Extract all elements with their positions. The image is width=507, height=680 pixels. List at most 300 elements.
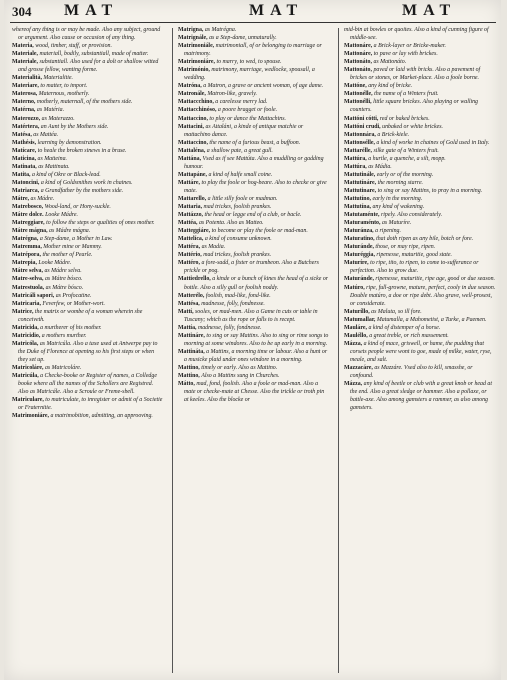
definition: ripe, full-growne, mature, perfect, cooly in due season. Double matúro, a doe or ripe debt. Also grave, well-prosest, or considerate.: [350, 284, 496, 307]
definition: to marry, to wed, to spouse.: [216, 59, 282, 66]
definition: whereof any thing is or may be made. Also any subject, ground or argument. Also cause or occasion of any thing.: [12, 27, 161, 42]
definition: Looke Mádre.: [45, 212, 78, 219]
definition: those, or may ripe, ripen.: [375, 244, 436, 251]
headword: Mattáre,: [178, 179, 202, 186]
definition: little square brickes. Also playing or walling counters.: [350, 99, 479, 114]
definition: mad trickes, foolish prankes.: [203, 252, 272, 259]
definition: any kind of beetle or club with a great knob or head at the end. Also a great sledge or hammer. Also a pollaxe, or battle-axe. Also among gamsters a rammer, as also among gamsters.: [350, 381, 492, 412]
definition: Mother mine or Mammy.: [43, 244, 102, 251]
headword: Mattonáto,: [344, 67, 374, 74]
headword: Maturánde,: [344, 276, 376, 283]
dictionary-entry: [12, 115, 164, 123]
headword: Mattaccino,: [178, 139, 210, 146]
headword: Maturéggia,: [344, 252, 377, 259]
headword: Mattaccchino,: [178, 99, 216, 106]
definition: Looke Mádre.: [38, 260, 72, 267]
headword: Mathésis,: [12, 139, 38, 146]
headword: Mattéra,: [178, 244, 202, 251]
headword: Matronále,: [178, 91, 208, 98]
dictionary-entry: [178, 324, 330, 332]
headword: Maturatino,: [344, 236, 377, 243]
dictionary-entry: [12, 155, 164, 163]
headword: Mattutíno,: [344, 195, 373, 202]
dictionary-entry: [178, 300, 330, 308]
definition: as Maturíre.: [381, 220, 412, 227]
headword: Materiale,: [12, 59, 40, 66]
running-head-left: MAT: [64, 2, 119, 19]
dictionary-entry: [344, 227, 496, 235]
headword: Mattúra,: [344, 163, 369, 170]
headword: Mattaccino,: [178, 115, 210, 122]
dictionary-entry: [344, 82, 496, 90]
dictionary-entry: [344, 139, 496, 147]
headword: Mattério,: [178, 252, 204, 259]
definition: that doth ripen as any bile, botch or fore.: [376, 236, 474, 243]
headword: Materno,: [12, 99, 37, 106]
dictionary-entry: [344, 203, 496, 211]
dictionary-columns: [12, 26, 496, 676]
headword: Mattonélli,: [344, 99, 374, 106]
definition: Vsed as if see Mattúta. Also a muddling or gadding humour.: [184, 155, 324, 170]
definition: madnesse, folly, fondnesse.: [197, 324, 262, 331]
dictionary-entry: [178, 90, 330, 98]
definition: a ripening.: [375, 228, 401, 235]
dictionary-entry: [12, 179, 164, 187]
dictionary-entry: [12, 308, 164, 324]
dictionary-entry: [344, 195, 496, 203]
definition: a kind of mace, griswell, or hame, the pudding that corsets people were wont to goe, made of milke, water, ryse, meale, and salt.: [350, 340, 492, 363]
definition: to matriculate, to inregister or admit of a Societie or Fraternitie.: [18, 397, 163, 412]
headword: Matumallar,: [344, 316, 377, 323]
definition: to sing or say Mattins. Also to sing or rime songs to morning at some windores. Also to be up early in a morning.: [184, 332, 329, 347]
definition: timely or early. Also as Mattino.: [201, 364, 278, 371]
dictionary-entry: [178, 308, 330, 324]
headword: Matricáli sapori,: [12, 292, 56, 299]
definition: as Matteina.: [37, 155, 67, 162]
dictionary-entry: [344, 131, 496, 139]
dictionary-entry: [12, 412, 164, 420]
dictionary-entry: [12, 171, 164, 179]
headword: Mattázzo,: [178, 212, 205, 219]
headword: Mattutinare,: [344, 187, 378, 194]
headword: Mátre selva,: [12, 268, 45, 275]
definition: a poore bragget or foole.: [217, 107, 278, 114]
definition: to become or play the foole or mad-man.: [211, 228, 308, 235]
definition: unbaked or white brickes.: [382, 123, 443, 130]
definition: a fore-sadd, a fixter or trumbeon. Also a Butchers prickle or pog.: [184, 260, 319, 275]
definition: as Profocatine.: [55, 292, 92, 299]
dictionary-entry: [12, 58, 164, 74]
headword: Mattutinále,: [344, 171, 377, 178]
headword: Maturíre,: [344, 260, 371, 267]
dictionary-entry: [344, 251, 496, 259]
column-divider: [172, 28, 173, 673]
dictionary-entry: [178, 58, 330, 66]
dictionary-entry: [12, 187, 164, 195]
headword: Mattarélle,: [344, 147, 374, 154]
definition: a kind of distemper of a horse.: [368, 324, 441, 331]
definition: a Step-dame, a Mother in Law.: [39, 236, 113, 243]
headword: Mattána,: [178, 155, 203, 162]
headword: Mattarello,: [178, 195, 208, 202]
dictionary-entry: [178, 251, 330, 259]
running-head-center: MAT: [249, 2, 304, 19]
dictionary-entry: [178, 34, 330, 42]
headword: Mátto,: [178, 381, 197, 388]
headword: Materialità,: [12, 75, 44, 82]
headword: Matreggiare,: [12, 220, 47, 227]
header-rule: [10, 22, 496, 23]
dictionary-entry: [344, 187, 496, 195]
definition: matrimony, marriage, wedlocke, spousall, a wedding.: [184, 67, 315, 82]
definition: as Mattonáto.: [373, 59, 407, 66]
column-divider: [338, 28, 339, 673]
headword: Matrigna,: [178, 27, 205, 33]
dictionary-entry: [344, 123, 496, 131]
definition: as a Step-dame, unnaturally.: [209, 35, 277, 42]
definition: as Mátre bósco.: [45, 284, 84, 291]
definition: the head or legge end of a club, or bacle.: [204, 212, 302, 219]
headword: Mattóni cótti,: [344, 115, 380, 122]
headword: Mátre,: [12, 195, 31, 202]
headword: Matricóla,: [12, 340, 40, 347]
dictionary-entry: [344, 211, 496, 219]
dictionary-entry: [178, 332, 330, 348]
column-3: [344, 26, 496, 676]
column-2: [178, 26, 330, 676]
dictionary-entry: [12, 139, 164, 147]
dictionary-entry: [344, 364, 496, 380]
definition: matrimoniall, of or belonging to marriage or matrimony.: [184, 43, 322, 58]
definition: as Mattinata.: [38, 163, 70, 170]
dictionary-entry: [178, 259, 330, 275]
definition: mad trickes, foolish prankes.: [203, 204, 272, 211]
definition: the morning starre.: [377, 179, 424, 186]
definition: to play the foole or hog-beare. Also to checke or give mate.: [184, 179, 327, 194]
dictionary-entry: [344, 171, 496, 179]
definition: Matumalla, a Mahometist, a Turke, a Paemen.: [376, 316, 487, 323]
definition: a carelesse merry lad.: [215, 99, 268, 106]
definition: Also a Mattins sung in Churches.: [201, 373, 280, 380]
dictionary-entry: [344, 42, 496, 50]
definition: early or of the morning.: [376, 171, 434, 178]
headword: Mattóne,: [344, 83, 369, 90]
definition: as Materazzo.: [41, 115, 75, 122]
definition: as Matéria.: [36, 107, 65, 114]
headword: Matícare,: [12, 147, 38, 154]
dictionary-entry: [344, 98, 496, 114]
definition: silke gate of a Winters fruit.: [373, 147, 439, 154]
headword: Matoncini,: [12, 179, 41, 186]
dictionary-entry: [178, 123, 330, 139]
headword: Mauléllo,: [344, 332, 370, 339]
definition: as Matricoláre.: [44, 364, 82, 371]
definition: a Brick-kiele.: [377, 131, 410, 138]
headword: Matricidio,: [12, 332, 42, 339]
definition: as Madia.: [201, 244, 226, 251]
headword: Maturaménto,: [344, 220, 382, 227]
headword: Matricida,: [12, 324, 41, 331]
headword: Mattonnára,: [344, 131, 378, 138]
definition: learning by demonstration.: [37, 139, 102, 146]
headword: Matértera,: [12, 123, 41, 130]
headword: Mattutínáre,: [344, 179, 378, 186]
headword: Matrepia,: [12, 260, 39, 267]
headword: Matricúla,: [12, 373, 41, 380]
definition: early in the morning.: [372, 195, 423, 202]
definition: a Mattins, a morning time or labour. Also a hunt or a musicke plaid under ones windore in a morning.: [184, 348, 328, 363]
definition: as Mattéa.: [33, 131, 59, 138]
definition: a Brick-layer or Bricke-maker.: [373, 43, 446, 50]
definition: ripenesse, maturitie, ripe age, good or due season.: [375, 276, 496, 283]
definition: substantiall. Also used for a dolt or shallow witted and grosse fellow, wanting forme.: [18, 59, 159, 74]
headword: Mattapáne,: [178, 171, 209, 178]
dictionary-entry: [344, 58, 496, 66]
dictionary-entry: [178, 364, 330, 372]
definition: to sing or say Mattins, to pray in a morning.: [377, 187, 483, 194]
headword: Matterélo,: [178, 292, 206, 299]
dictionary-entry: [178, 66, 330, 82]
dictionary-entry: [12, 300, 164, 308]
definition: to heale the broken sinews in a bruse.: [37, 147, 127, 154]
headword: Materozzo,: [12, 115, 42, 122]
headword: Matúro,: [344, 284, 367, 291]
definition: wood, timber, stuff, or provision.: [35, 43, 112, 50]
headword: Matremma,: [12, 244, 44, 251]
definition: Materialitie.: [43, 75, 74, 82]
definition: a kind of Goldsmithes work in chaines.: [40, 179, 133, 186]
dictionary-entry: [12, 284, 164, 292]
definition: an Aunt by the Mothers side.: [40, 123, 109, 130]
headword: Mattelíca,: [178, 236, 205, 243]
definition: the mother of Pearle.: [42, 252, 93, 259]
page-number: 304: [12, 4, 32, 19]
headword: Matrimónio,: [178, 67, 212, 74]
headword: Matricoláre,: [12, 364, 45, 371]
dictionary-entry: [344, 179, 496, 187]
dictionary-entry: [12, 340, 164, 364]
dictionary-entry: [12, 324, 164, 332]
dictionary-entry: [12, 147, 164, 155]
headword: Maturíllo,: [344, 308, 372, 315]
headword: Matricaria,: [12, 300, 43, 307]
headword: Mattonáto,: [344, 59, 374, 66]
dictionary-entry: [12, 195, 164, 203]
definition: to play or dance the Mattachins.: [209, 115, 286, 122]
dictionary-entry: [12, 82, 164, 90]
running-head-right: MAT: [402, 2, 457, 19]
dictionary-entry: [344, 90, 496, 98]
definition: as Maluta, so ill fore.: [371, 308, 422, 315]
dictionary-entry: [12, 243, 164, 251]
definition: a kind of consume unknown.: [204, 236, 272, 243]
headword: Matinata,: [12, 163, 39, 170]
definition: paved or laid with bricks. Also a pavement of brickes or stones, or Market-place. Also a foole borne.: [350, 67, 481, 82]
dictionary-entry: [12, 74, 164, 82]
headword: Matrice,: [12, 308, 35, 315]
definition: the matrix or wombe of a woman wherein she conceiveth.: [18, 308, 143, 323]
dictionary-entry: [178, 147, 330, 155]
dictionary-entry: [178, 106, 330, 114]
definition: a kind of Okre or Black-lead.: [31, 171, 101, 178]
headword: Mázza,: [344, 340, 364, 347]
definition: a hurtle, a quenche, a silt, mopp.: [368, 155, 446, 162]
dictionary-entry: [344, 275, 496, 283]
definition: a kind of worke in chaines of Gold used in Italy.: [376, 139, 490, 146]
dictionary-entry: [12, 163, 164, 171]
dictionary-entry: [344, 115, 496, 123]
headword: Matriculare,: [12, 397, 46, 404]
headword: Mattéa,: [178, 220, 199, 227]
headword: Mattutína,: [344, 204, 373, 211]
headword: Matriarca,: [12, 187, 41, 194]
definition: ripely. Also considerately.: [380, 212, 443, 219]
headword: Mázza,: [344, 381, 364, 388]
definition: the name of a Winters fruit.: [374, 91, 439, 98]
dictionary-entry: [12, 131, 164, 139]
dictionary-entry: [12, 26, 164, 42]
definition: mad, fond, foolish. Also a foole or mad-man. Also a mate or checke-mate at Chesse. Also the trickle or troth pin at keeles. Also the blocke or: [184, 381, 325, 404]
dictionary-entry: [12, 372, 164, 396]
definition: a mothers murther.: [41, 332, 87, 339]
definition: ripenesse, maturitie, good state.: [376, 252, 452, 259]
headword: Materosa,: [12, 91, 39, 98]
headword: Matrégna,: [12, 236, 40, 243]
dictionary-entry: [178, 98, 330, 106]
dictionary-entry: [344, 235, 496, 243]
dictionary-entry: [178, 115, 330, 123]
dictionary-entry: [12, 259, 164, 267]
definition: Maternous, motherly.: [38, 91, 90, 98]
dictionary-entry: [12, 42, 164, 50]
headword: Materia,: [12, 43, 36, 50]
dictionary-entry: [344, 324, 496, 332]
headword: Mattacchinóso,: [178, 107, 218, 114]
dictionary-entry: [12, 292, 164, 300]
dictionary-entry: [12, 50, 164, 58]
definition: a great treble, or rich massement.: [369, 332, 449, 339]
headword: Mattéro,: [178, 260, 202, 267]
headword: Mátre mágna,: [12, 228, 50, 235]
headword: Materiare,: [12, 83, 41, 90]
dictionary-entry: [344, 380, 496, 412]
dictionary-entry: [178, 219, 330, 227]
headword: Matróna,: [178, 83, 204, 90]
definition: a kind of halfe small coine.: [208, 171, 273, 178]
definition: a kinde or a bunch of kines the head of a sicke or bottle. Also a silly gull or foolish noddy.: [184, 276, 329, 291]
dictionary-entry: [178, 203, 330, 211]
definition: a Checke-booke or Register of names, a Colledge booke where all the names of the Schollers are Registred. Also as Matricále. Also a Scroule or Freme-sbell.: [18, 373, 157, 396]
definition: as Mátre bósco.: [44, 276, 83, 283]
dictionary-entry: [344, 66, 496, 82]
headword: Mattonélle,: [344, 91, 375, 98]
definition: as Mazzáre. Vsed also to kill, smasshe, or confound.: [350, 364, 473, 380]
headword: Matrestuola,: [12, 284, 46, 291]
dictionary-entry: [12, 396, 164, 412]
definition: Feverfew, or Mother-wort.: [42, 300, 106, 307]
headword: Matrépora,: [12, 252, 43, 259]
headword: Mattonáre,: [344, 43, 374, 50]
dictionary-entry: [12, 235, 164, 243]
dictionary-entry: [12, 267, 164, 275]
definition: a matrimobition, admitting, an approoving.: [50, 413, 153, 420]
definition: as Attaláni, a kinde of antique matchie or mattachino dance.: [184, 123, 304, 138]
dictionary-entry: [344, 155, 496, 163]
dictionary-entry: [344, 259, 496, 275]
definition: a shallow pate, a great gull.: [206, 147, 273, 154]
dictionary-entry: [178, 292, 330, 300]
definition: as Potenta. Also as Matteo.: [198, 220, 264, 227]
headword: Mattonsélle,: [344, 139, 377, 146]
definition: mid-bin at bowles or quoites. Also a kind of cunning figure of middle-see.: [344, 27, 489, 42]
headword: Matérna,: [12, 107, 37, 114]
headword: Mattináta,: [178, 348, 207, 355]
headword: Matre-selva,: [12, 276, 45, 283]
definition: as Mádre selva.: [44, 268, 82, 275]
headword: Matrebosco,: [12, 204, 45, 211]
dictionary-entry: [178, 179, 330, 195]
definition: a Matron, a grave or ancient woman, of age dame.: [203, 83, 324, 90]
dictionary-entry: [178, 348, 330, 364]
dictionary-entry: [344, 340, 496, 364]
definition: any kind of wakening.: [372, 204, 425, 211]
definition: any kind of bricke.: [368, 83, 413, 90]
dictionary-entry: [12, 219, 164, 227]
headword: Matrignále,: [178, 35, 210, 42]
definition: a murtherer of his mother.: [40, 324, 102, 331]
headword: Mattináre,: [178, 332, 207, 339]
headword: Mattino,: [178, 373, 202, 380]
dictionary-entry: [178, 155, 330, 171]
dictionary-entry: [344, 147, 496, 155]
dictionary-entry: [178, 42, 330, 58]
dictionary-entry: [344, 316, 496, 324]
definition: to ripe, tito, to ripen, to come to-sufferance or perfection. Also to grow due.: [350, 260, 479, 275]
headword: Matrimoniále,: [178, 43, 216, 50]
dictionary-entry: [12, 364, 164, 372]
dictionary-entry: [344, 332, 496, 340]
definition: materiall, bodily, substantiall, made of matter.: [39, 51, 149, 58]
headword: Mattí,: [178, 308, 196, 315]
headword: Mauláre,: [344, 324, 369, 331]
headword: Matrimoniáre,: [12, 413, 51, 420]
definition: to pave or lay with brickes.: [373, 51, 438, 58]
definition: madnesse, folly, fondnesse.: [201, 300, 265, 307]
definition: as Matricúla. Also a taxe used at Antwerpe pay to the Duke of Florence at opening so his first steps or when they set up.: [18, 340, 158, 363]
book-page: [4, 0, 501, 680]
definition: sooles, or mad-men. Also a Game in cuts or table in Tuscany; which as the rope or falls to is recept.: [184, 308, 318, 323]
dictionary-entry: [178, 211, 330, 219]
definition: Wood-land, or Hony-suckle.: [44, 204, 111, 211]
dictionary-entry: [344, 50, 496, 58]
definition: as Mádia.: [368, 163, 392, 170]
headword: Mattacini,: [178, 123, 206, 130]
definition: the name of a furious beast, a buffoon.: [209, 139, 301, 146]
headword: Materiale,: [12, 51, 40, 58]
dictionary-entry: [178, 243, 330, 251]
dictionary-entry: [344, 219, 496, 227]
headword: Mattaléna,: [178, 147, 207, 154]
headword: Mattía,: [178, 324, 198, 331]
dictionary-entry: [178, 26, 330, 34]
dictionary-entry: [344, 284, 496, 308]
headword: Maturánde,: [344, 244, 376, 251]
definition: motherly, maternall, of the mothers side.: [36, 99, 133, 106]
dictionary-entry: [178, 139, 330, 147]
dictionary-entry: [178, 235, 330, 243]
dictionary-entry: [178, 380, 330, 404]
dictionary-entry: [12, 227, 164, 235]
